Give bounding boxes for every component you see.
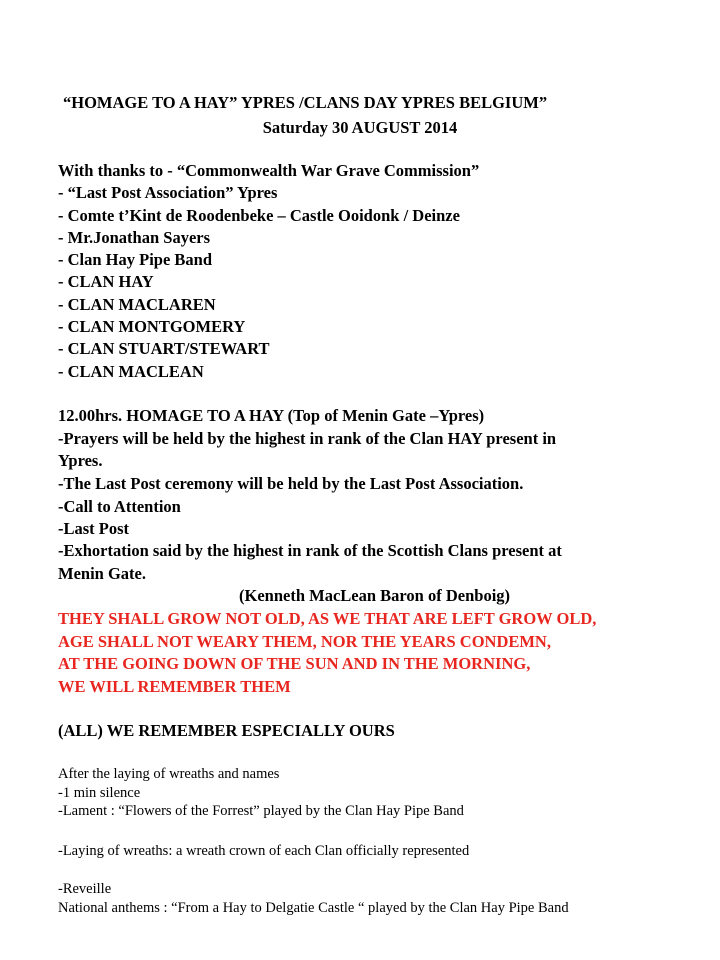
speaker-name: (Kenneth MacLean Baron of Denboig): [239, 586, 511, 605]
thanks-intro: With thanks to - “Commonwealth War Grave Commission”: [58, 161, 480, 180]
exhortation-line-cont: Menin Gate.: [58, 564, 146, 583]
last-post-ceremony: -The Last Post ceremony will be held by the Last Post Association.: [58, 474, 524, 493]
document-title: “HOMAGE TO A HAY” YPRES /CLANS DAY YPRES BELGIUM”: [63, 93, 548, 112]
exhortation-line: -Exhortation said by the highest in rank of the Scottish Clans present at: [58, 541, 562, 560]
call-to-attention: -Call to Attention: [58, 497, 181, 516]
prayers-line-cont: Ypres.: [58, 451, 103, 470]
thanks-item: - “Last Post Association” Ypres: [58, 183, 278, 202]
ode-line: THEY SHALL GROW NOT OLD, AS WE THAT ARE LEFT GROW OLD,: [58, 609, 597, 628]
thanks-item: - Comte t’Kint de Roodenbeke – Castle Ooidonk / Deinze: [58, 206, 460, 225]
ceremony-heading: 12.00hrs. HOMAGE TO A HAY (Top of Menin Gate –Ypres): [58, 406, 485, 425]
thanks-item: - CLAN HAY: [58, 272, 154, 291]
response-line: (ALL) WE REMEMBER ESPECIALLY OURS: [58, 721, 395, 740]
thanks-item: - CLAN STUART/STEWART: [58, 339, 270, 358]
wreaths-line: -Laying of wreaths: a wreath crown of each Clan officially represented: [58, 843, 470, 859]
last-post: -Last Post: [58, 519, 130, 538]
reveille-line: -Reveille: [58, 881, 112, 897]
after-intro: After the laying of wreaths and names: [58, 766, 280, 782]
ode-line: AGE SHALL NOT WEARY THEM, NOR THE YEARS CONDEMN,: [58, 632, 551, 651]
thanks-item: - Clan Hay Pipe Band: [58, 250, 213, 269]
thanks-item: - CLAN MONTGOMERY: [58, 317, 246, 336]
event-date: Saturday 30 AUGUST 2014: [262, 118, 458, 137]
silence-line: -1 min silence: [58, 785, 141, 801]
thanks-item: - Mr.Jonathan Sayers: [58, 228, 211, 247]
thanks-item: - CLAN MACLEAN: [58, 362, 204, 381]
lament-line: -Lament : “Flowers of the Forrest” played by the Clan Hay Pipe Band: [58, 803, 464, 819]
ode-line: WE WILL REMEMBER THEM: [58, 677, 291, 696]
prayers-line: -Prayers will be held by the highest in rank of the Clan HAY present in: [58, 429, 557, 448]
anthems-line: National anthems : “From a Hay to Delgatie Castle “ played by the Clan Hay Pipe Band: [58, 900, 569, 916]
ode-line: AT THE GOING DOWN OF THE SUN AND IN THE MORNING,: [58, 654, 531, 673]
thanks-item: - CLAN MACLAREN: [58, 295, 216, 314]
